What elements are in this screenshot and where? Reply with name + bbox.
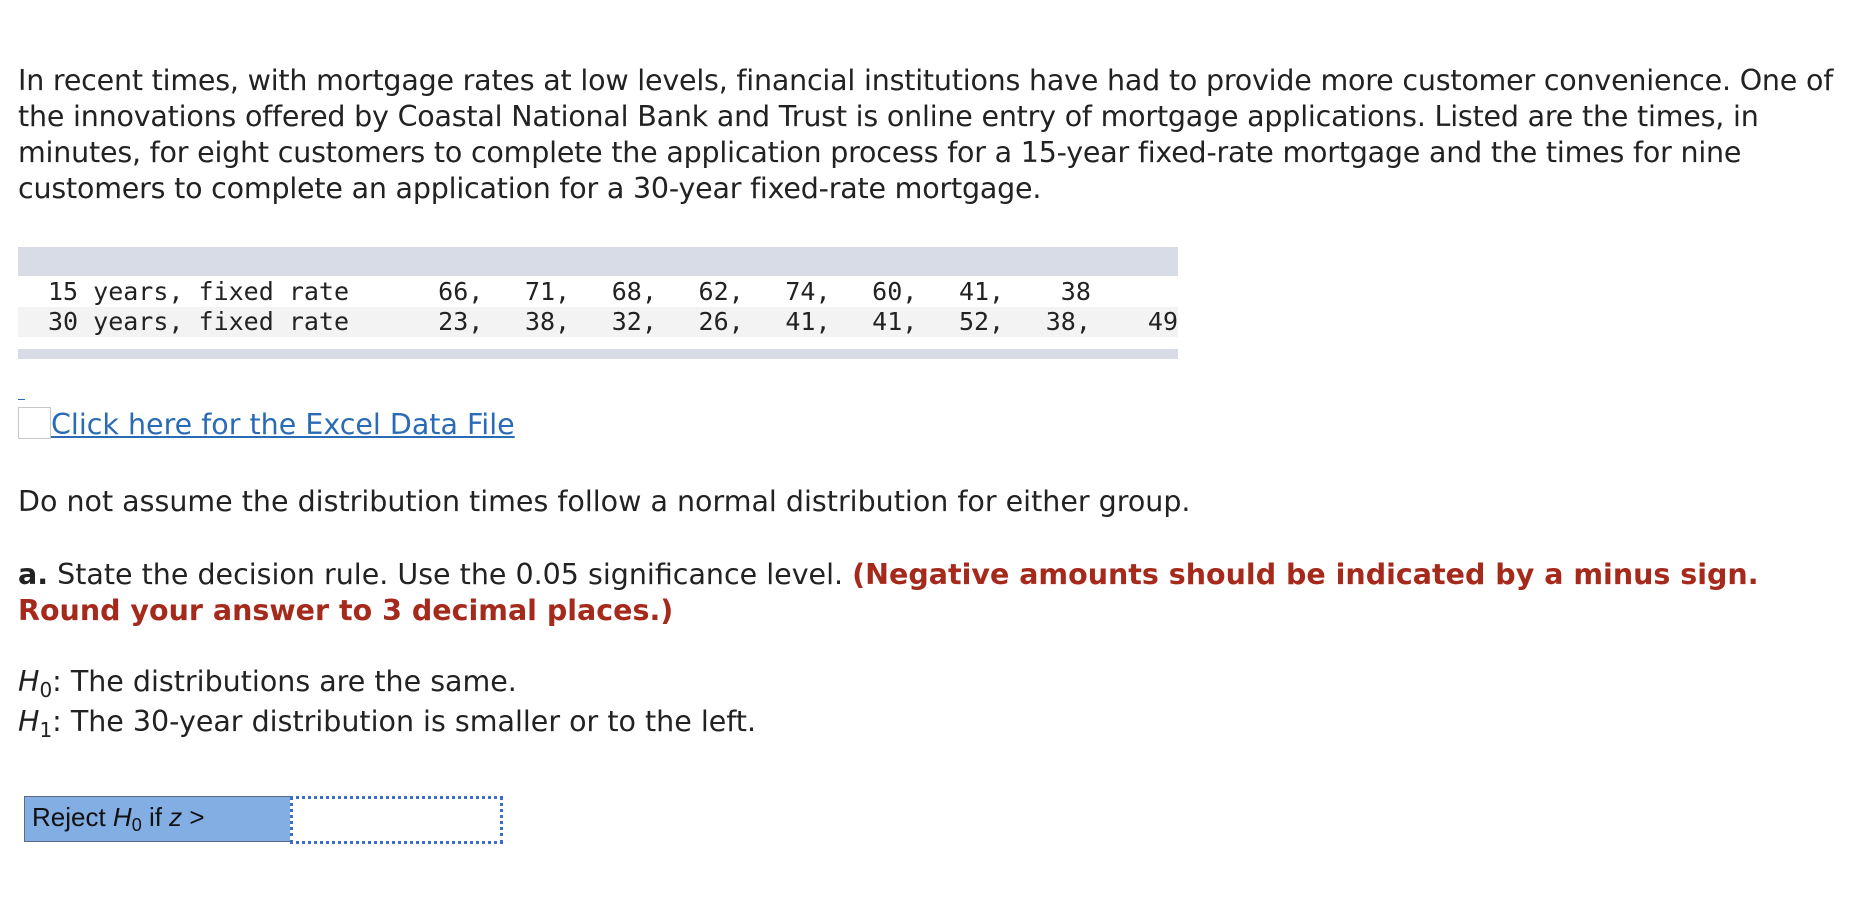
problem-intro-text: In recent times, with mortgage rates at low levels, financial institutions have had to provide more customer convenience. One of the innovations offered by Coastal National Bank and Trust is online entry of mortgage applications. Listed are the times, in minutes, for eight customers to complete the application process for a 15-year fixed-rate mortgage and the times for nine customers to complete an application for a 30-year fixed-rate mortgage. <box>18 64 1834 205</box>
table-cell: 74, <box>785 277 831 306</box>
excel-data-file-link[interactable]: Click here for the Excel Data File <box>51 408 515 441</box>
data-table-header-bar <box>18 247 1178 276</box>
alternative-hypothesis <box>18 704 756 748</box>
table-cell: 38 <box>1060 277 1091 306</box>
table-cell: 23, <box>438 307 484 336</box>
h0-symbol: H <box>112 802 132 832</box>
table-cell: 62, <box>698 277 744 306</box>
part-a-question <box>18 557 1863 629</box>
part-question-text: State the decision rule. Use the 0.05 significance level. <box>48 558 853 591</box>
data-table-footer-bar <box>18 349 1178 359</box>
greater-than-sign: > <box>182 802 205 832</box>
table-cell: 26, <box>698 307 744 336</box>
null-hypothesis <box>18 664 517 708</box>
table-cell: 41, <box>785 307 831 336</box>
h1-symbol: H <box>18 705 40 738</box>
table-cell: 52, <box>958 307 1005 336</box>
table-cell: 66, <box>438 277 484 306</box>
h0-subscript: 0 <box>39 678 53 702</box>
data-table-panel <box>18 247 1178 359</box>
table-cell: 60, <box>872 277 918 306</box>
decision-rule-label <box>24 796 299 842</box>
mortgage-times-table <box>18 277 1178 337</box>
table-cell: 38, <box>1045 307 1091 336</box>
reject-prefix: Reject <box>32 802 113 832</box>
h0-subscript: 0 <box>131 815 142 835</box>
h1-subscript: 1 <box>39 718 53 742</box>
table-cell: 41, <box>872 307 918 336</box>
table-cell: 41, <box>958 277 1005 306</box>
h0-symbol: H <box>18 665 40 698</box>
h1-text: : The 30-year distribution is smaller or to the left. <box>52 705 757 738</box>
row-label: 30 years, fixed rate <box>48 307 350 336</box>
table-cell: 71, <box>524 277 571 306</box>
h0-text: : The distributions are the same. <box>52 665 517 698</box>
table-cell: 32, <box>611 307 657 336</box>
part-letter: a. <box>18 558 49 591</box>
rounding-instruction: (Negative amounts should be indicated by a minus sign. Round your answer to 3 decimal places.) <box>18 558 1759 627</box>
assumption-text: Do not assume the distribution times follow a normal distribution for either group. <box>18 485 1191 518</box>
row-label: 15 years, fixed rate <box>48 277 350 306</box>
table-cell: 49 <box>1147 307 1178 336</box>
z-variable: z <box>169 802 183 832</box>
table-cell <box>1091 277 1178 307</box>
if-text: if <box>141 802 170 832</box>
link-underline-fragment <box>18 399 25 400</box>
table-cell: 68, <box>611 277 657 306</box>
table-row <box>18 277 1178 307</box>
table-cell: 38, <box>524 307 571 336</box>
table-row <box>18 307 1178 337</box>
critical-value-input[interactable] <box>290 796 503 844</box>
excel-file-icon[interactable] <box>18 407 51 439</box>
